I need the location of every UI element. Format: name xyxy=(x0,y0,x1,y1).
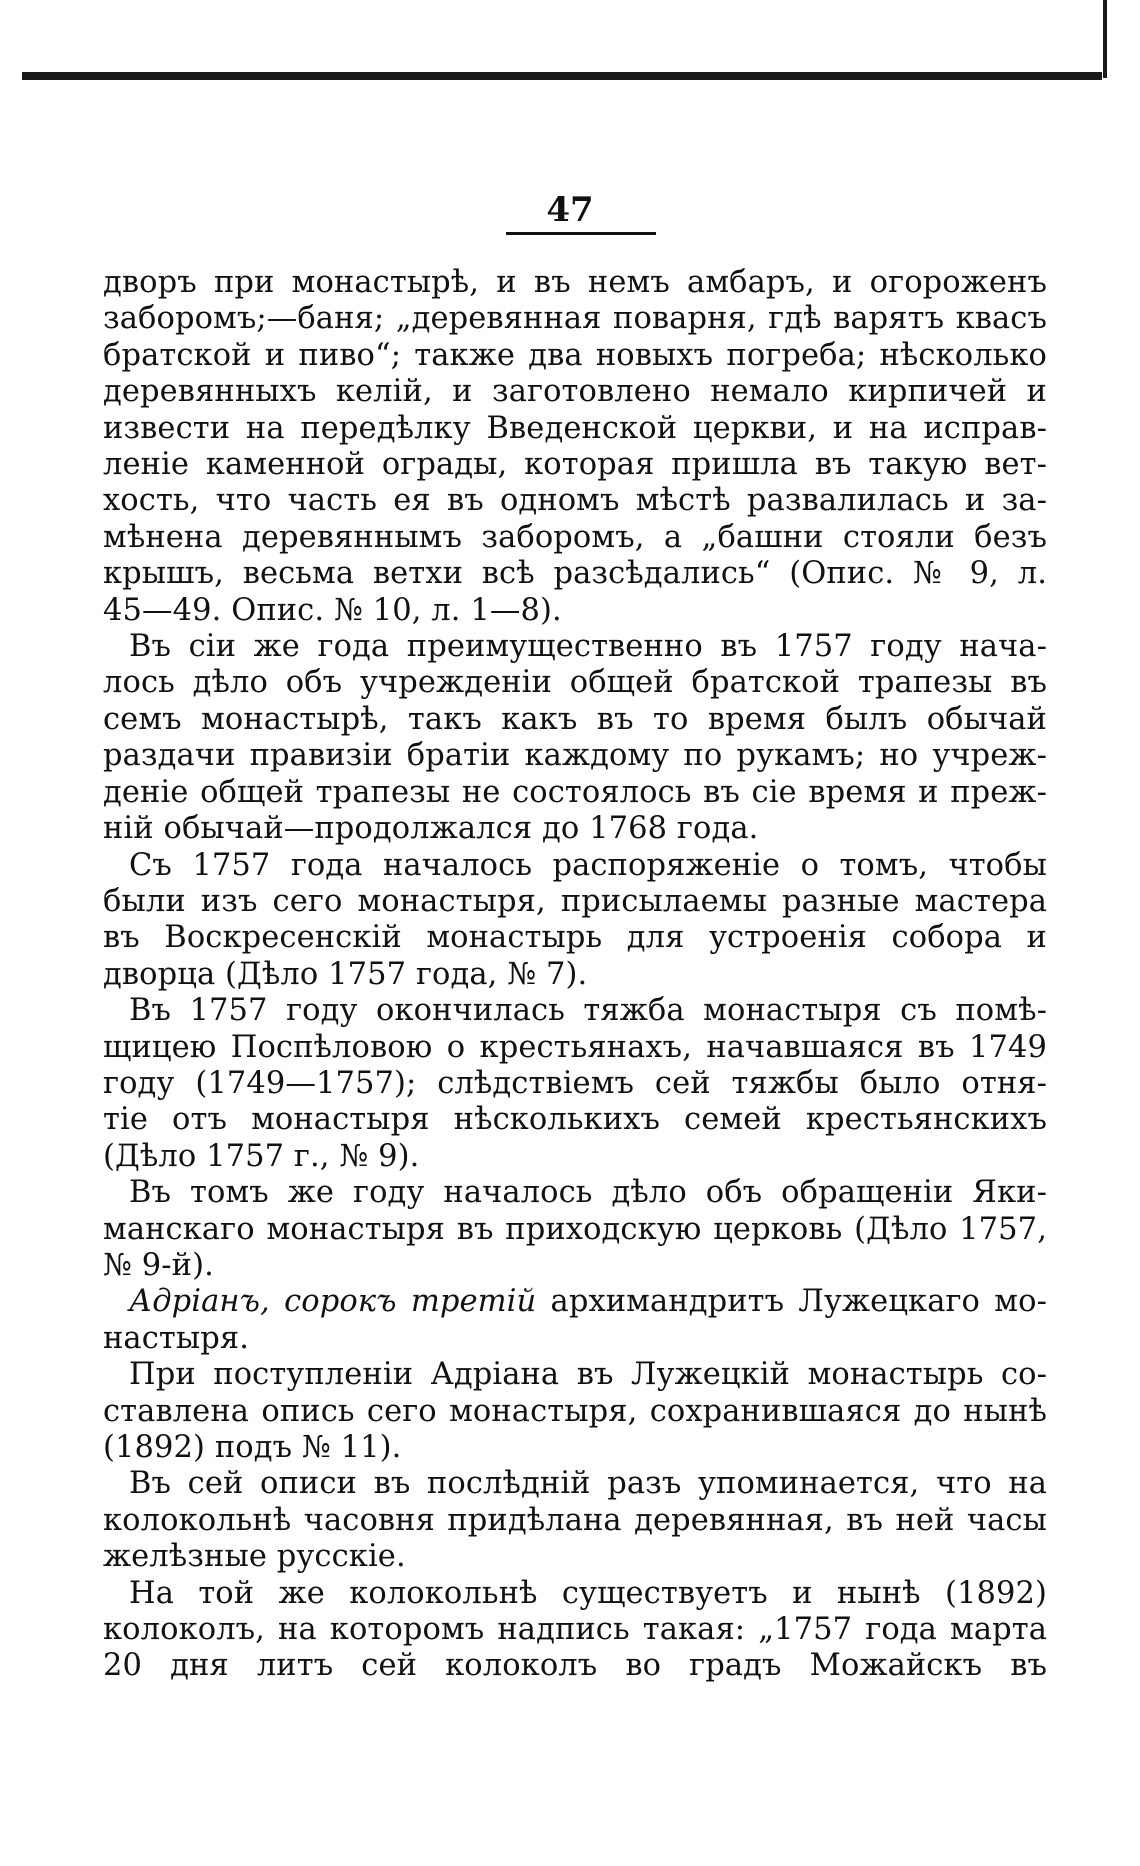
text-line: Въ томъ же году началось дѣло объ обращеніи Яки- xyxy=(129,1175,1047,1211)
text-line: дворъ при монастырѣ, и въ немъ амбаръ, и огороженъ xyxy=(103,265,1047,300)
text-line: лось дѣло объ учрежденіи общей братской трапезы въ xyxy=(103,665,1047,701)
paragraph-8 xyxy=(103,1466,1047,1575)
text-line: тіе отъ монастыря нѣсколькихъ семей крестьянскихъ xyxy=(103,1102,1047,1138)
text-line: братской и пиво“; также два новыхъ погреба; нѣсколько xyxy=(103,337,1047,373)
text-line: 20 дня литъ сей колоколъ во градъ Можайскъ въ xyxy=(103,1648,1047,1684)
paragraph-9 xyxy=(103,1576,1047,1685)
body-text xyxy=(103,265,1047,1685)
text-line: раздачи правизіи братіи каждому по рукамъ; но учреж- xyxy=(103,738,1047,774)
text-line: Въ сіи же года преимущественно въ 1757 году нача- xyxy=(129,629,1047,665)
paragraph-2 xyxy=(103,629,1047,847)
text-line: (1892) подъ № 11). xyxy=(103,1430,402,1465)
page-number: 47 xyxy=(546,190,594,230)
paragraph-4 xyxy=(103,993,1047,1175)
paragraph-5 xyxy=(103,1175,1047,1284)
text-line: ставлена опись сего монастыря, сохранившаяся до нынѣ xyxy=(103,1393,1047,1429)
text-line: были изъ сего монастыря, присылаемы разные мастера xyxy=(103,883,1047,919)
text-line: При поступленіи Адріана въ Лужецкій монастырь со- xyxy=(129,1357,1047,1393)
page-edge-mark xyxy=(1103,0,1107,78)
text-line: семъ монастырѣ, такъ какъ въ то время былъ обычай xyxy=(103,701,1047,737)
paragraph-1 xyxy=(103,265,1047,629)
text-line: № 9-й). xyxy=(103,1247,214,1283)
text-line: дворца (Дѣло 1757 года, № 7). xyxy=(103,956,588,992)
text-line: крышъ, весьма ветхи всѣ разсѣдались“ (Опис. № 9, л. xyxy=(103,556,1047,592)
text-line: году (1749—1757); слѣдствіемъ сей тяжбы было отня- xyxy=(103,1065,1047,1101)
text-line: хость, что часть ея въ одномъ мѣстѣ развалилась и за- xyxy=(103,483,1047,519)
text-span: архимандритъ Лужецкаго мо- xyxy=(536,1284,1047,1320)
text-line: (Дѣло 1757 г., № 9). xyxy=(103,1138,420,1174)
text-line: извести на передѣлку Введенской церкви, и на исправ- xyxy=(103,410,1047,446)
page-number-underline xyxy=(506,232,656,235)
text-line: заборомъ;—баня; „деревянная поварня, гдѣ варятъ квасъ xyxy=(103,301,1047,337)
text-line: леніе каменной ограды, которая пришла въ такую вет- xyxy=(103,447,1047,483)
text-line: Въ 1757 году окончилась тяжба монастыря съ помѣ- xyxy=(129,993,1047,1029)
text-line: На той же колокольнѣ существуетъ и нынѣ (1892) xyxy=(129,1575,1047,1611)
abbot-name-italic: Адріанъ, сорокъ третій xyxy=(129,1284,537,1320)
text-line: желѣзные русскіе. xyxy=(103,1539,406,1575)
text-line: колокольнѣ часовня придѣлана деревянная, въ ней часы xyxy=(103,1502,1047,1538)
text-line: въ Воскресенскій монастырь для устроенія собора и xyxy=(103,920,1047,956)
text-line: манскаго монастыря въ приходскую церковь (Дѣло 1757, xyxy=(103,1211,1047,1247)
text-line: деніе общей трапезы не состоялось въ сіе время и преж- xyxy=(103,774,1047,810)
top-border-rule xyxy=(22,72,1102,80)
text-line: мѣнена деревяннымъ заборомъ, а „башни стояли безъ xyxy=(103,519,1047,555)
text-line: Съ 1757 года началось распоряженіе о томъ, чтобы xyxy=(129,847,1047,883)
text-line: ній обычай—продолжался до 1768 года. xyxy=(103,811,759,847)
text-line: настыря. xyxy=(103,1320,250,1356)
paragraph-6 xyxy=(103,1284,1047,1357)
text-line: щицею Поспѣловою о крестьянахъ, начавшаяся въ 1749 xyxy=(103,1029,1047,1065)
text-line: 45—49. Опис. № 10, л. 1—8). xyxy=(103,592,562,628)
paragraph-7 xyxy=(103,1357,1047,1466)
text-line: колоколъ, на которомъ надпись такая: „1757 года марта xyxy=(103,1612,1047,1648)
text-line: деревянныхъ келій, и заготовлено немало кирпичей и xyxy=(103,374,1047,410)
text-line: Въ сей описи въ послѣдній разъ упоминается, что на xyxy=(129,1466,1047,1502)
text-line xyxy=(103,1284,1047,1320)
paragraph-3 xyxy=(103,848,1047,994)
